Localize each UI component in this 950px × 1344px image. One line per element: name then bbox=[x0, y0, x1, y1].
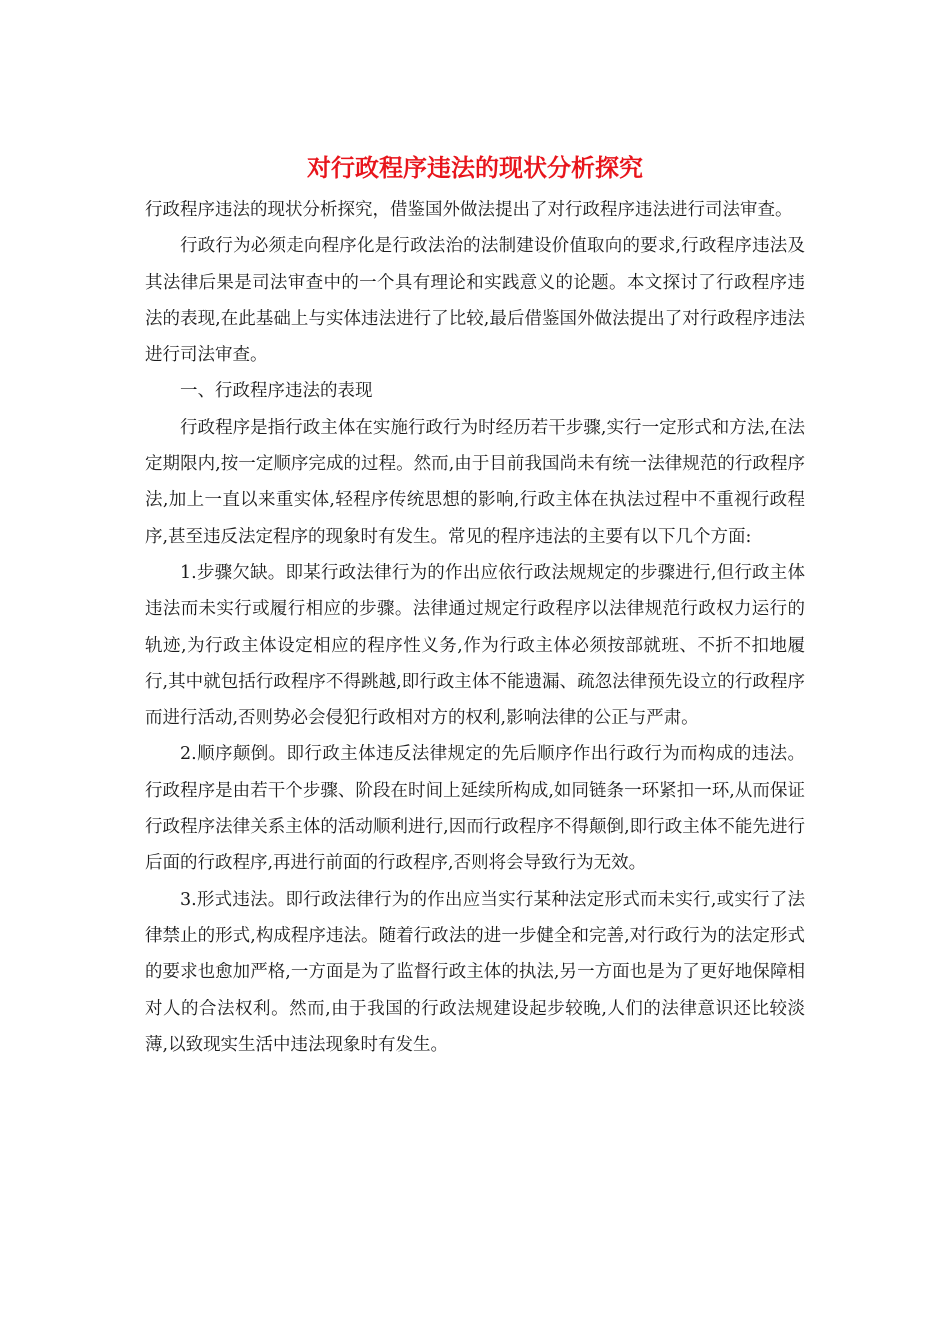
paragraph: 行政程序是指行政主体在实施行政行为时经历若干步骤,实行一定形式和方法,在法定期限内,按一定顺序完成的过程。然而,由于目前我国尚未有统一法律规范的行政程序法,加上一直以来重实体,轻程序传统思想的影响,行政主体在执法过程中不重视行政程序,甚至违反法定程序的现象时有发生。常见的程序违法的主要有以下几个方面: bbox=[145, 417, 805, 547]
list-item: 3.形式违法。即行政法律行为的作出应当实行某种法定形式而未实行,或实行了法律禁止的形式,构成程序违法。随着行政法的进一步健全和完善,对行政行为的法定形式的要求也愈加严格,一方面是为了监督行政主体的执法,另一方面也是为了更好地保障相对人的合法权利。然而,由于我国的行政法规建设起步较晚,人们的法律意识还比较淡薄,以致现实生活中违法现象时有发生。 bbox=[145, 889, 805, 1055]
document-title: 对行政程序违法的现状分析探究 bbox=[307, 153, 643, 182]
list-item: 1.步骤欠缺。即某行政法律行为的作出应依行政法规规定的步骤进行,但行政主体违法而未实行或履行相应的步骤。法律通过规定行政程序以法律规范行政权力运行的轨迹,为行政主体设定相应的程序性义务,作为行政主体必须按部就班、不折不扣地履行,其中就包括行政程序不得跳越,即行政主体不能遗漏、疏忽法律预先设立的行政程序而进行活动,否则势必会侵犯行政相对方的权利,影响法律的公正与严肃。 bbox=[145, 562, 805, 729]
document-body bbox=[145, 192, 805, 1063]
paragraph: 行政程序违法的现状分析探究，借鉴国外做法提出了对行政程序违法进行司法审查。 bbox=[145, 200, 793, 220]
list-item: 2.顺序颠倒。即行政主体违反法律规定的先后顺序作出行政行为而构成的违法。行政程序是由若干个步骤、阶段在时间上延续所构成,如同链条一环紧扣一环,从而保证行政程序法律关系主体的活动顺利进行,因而行政程序不得颠倒,即行政主体不能先进行后面的行政程序,再进行前面的行政程序,否则将会导致行为无效。 bbox=[145, 744, 805, 874]
section-heading: 一、行政程序违法的表现 bbox=[180, 381, 373, 402]
paragraph: 行政行为必须走向程序化是行政法治的法制建设价值取向的要求,行政程序违法及其法律后果是司法审查中的一个具有理论和实践意义的论题。本文探讨了行政程序违法的表现,在此基础上与实体违法进行了比较,最后借鉴国外做法提出了对行政程序违法进行司法审查。 bbox=[145, 236, 805, 366]
